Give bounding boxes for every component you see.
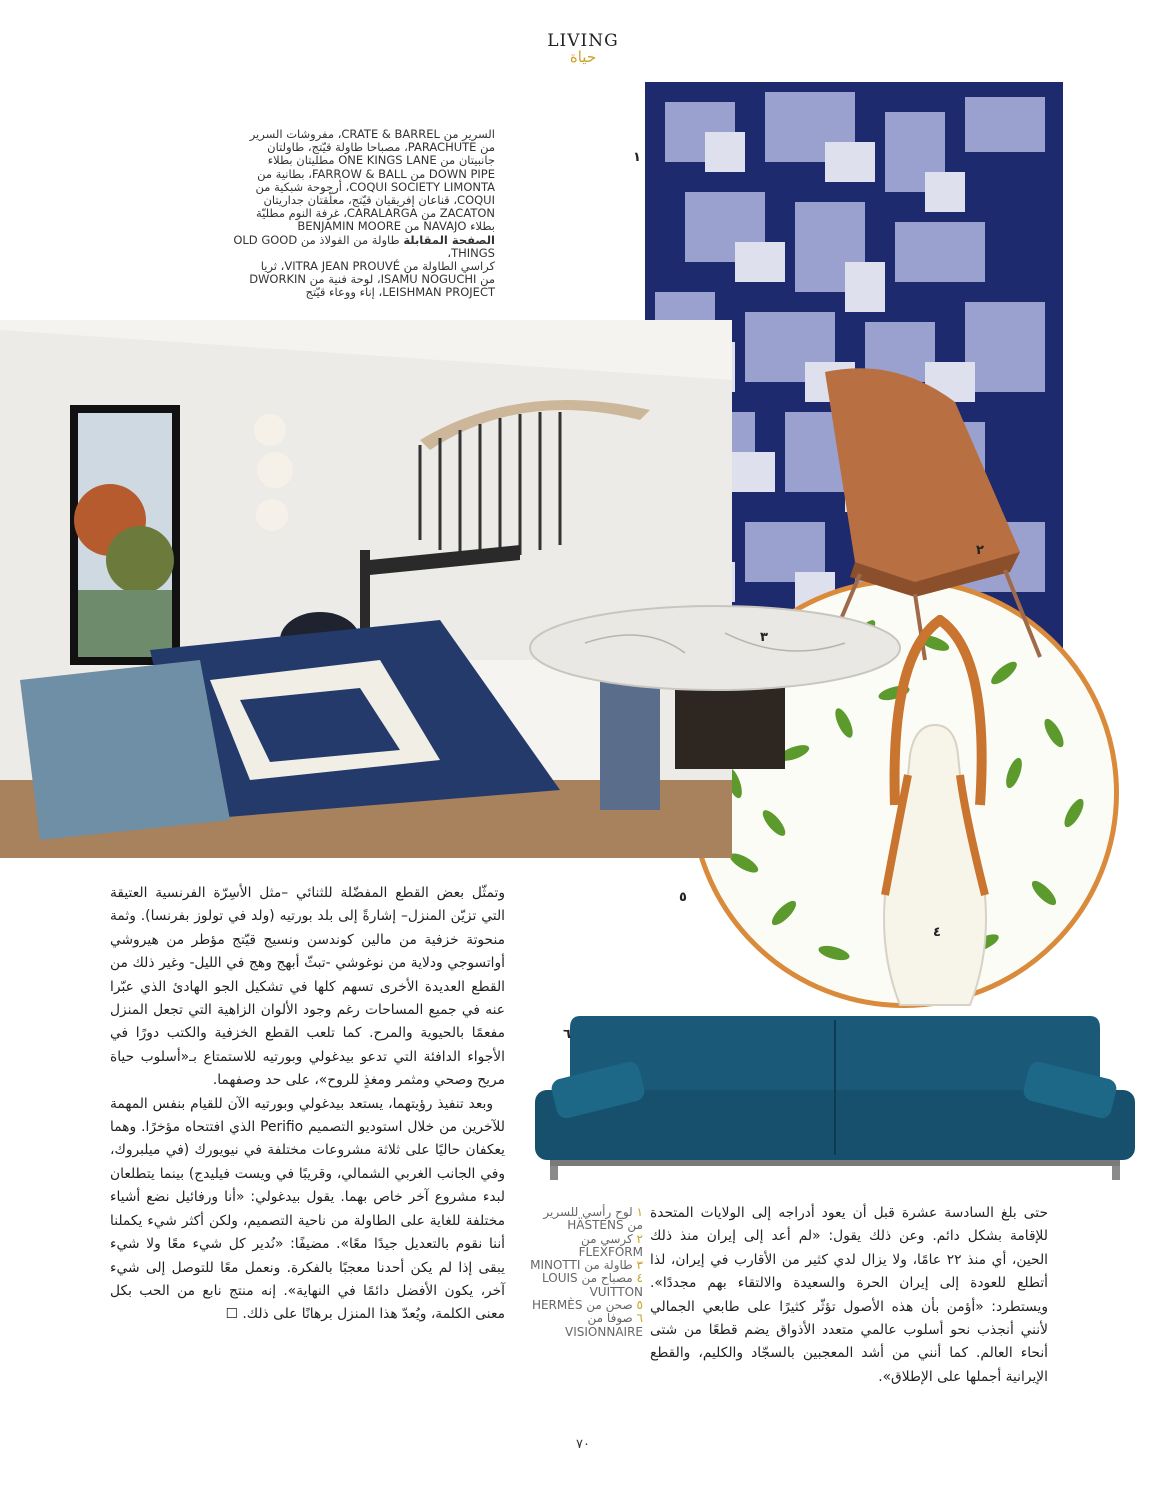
- product-number-2: ٢: [976, 543, 984, 558]
- legend-number: ٤: [636, 1271, 643, 1286]
- page-number: ٧٠: [576, 1437, 590, 1452]
- bedroom-illustration: [0, 320, 732, 858]
- credit-line: كراسي الطاولة من VITRA JEAN PROUVÉ، ثريا: [260, 259, 495, 274]
- product-number-4: ٤: [933, 925, 941, 940]
- legend-number: ١: [636, 1205, 643, 1219]
- product-number-5: ٥: [679, 890, 687, 905]
- credit-line: DOWN PIPE من FARROW & BALL، بطانية من: [257, 166, 495, 181]
- section-title-ar: حياة: [569, 48, 597, 66]
- legend-item: [525, 1312, 643, 1339]
- opposite-page-label: الصفحة المقابلة: [403, 232, 495, 247]
- lamp-image: [870, 615, 1000, 1015]
- legend-text: صحن من HERMÈS: [531, 1298, 633, 1313]
- credit-line: ZACATON من CARALARGA، غرفة النوم مطليّة: [255, 206, 495, 221]
- article-paragraph: وبعد تنفيذ رؤيتهما، يستعد بيدغولي وبورتيه الآن للقيام بنفس المهمة للآخرين من خلال استوديو التصميم Perifio الذي افتتحاه مؤخرًا. وهما يعكفان حاليًا على ثلاثة مشروعات مختلفة في نيويورك (في ميلبروك، وفي الجانب الغربي الشمالي، وقريبًا في ويست فيليدج) بينما يتطلعان لبدء مشروع آخر خاص بهما. يقول بيدغولي: «أنا ورفائيل نضع أشياء مختلفة للغاية على الطاولة من ناحية التصميم، ولكن أكثر شيء يكملنا أننا نقوم بالتعديل جيدًا معًا». مضيفًا: «نُدير كل شيء معًا ولا شيء يبقى إذا لم يكن أحدنا معجبًا بالفكرة. ونعمل معًا للتوصل إلى شيء آخر، يكون الأفضل دائمًا في النهاية». إنه منتج نابع من الحب بكل معنى الكلمة، ويُعدّ هذا المنزل برهانًا على ذلك. ☐: [110, 1095, 505, 1323]
- article-column-right: [650, 1202, 1048, 1389]
- credit-line: من PARACHUTE، مصباحا طاولة قيّتج، طاولتان: [267, 140, 495, 155]
- legend-item: [525, 1259, 643, 1272]
- article-paragraph: وتمثّل بعض القطع المفضّلة للثنائي –مثل الأسِرّة الفرنسية العتيقة التي تزيّن المنزل– إشارةً إلى بلد بورتيه (ولد في تولوز بفرنسا). وثمة منحوتة خزفية من مالين كوندسن ونسيج قيّتج مؤطر من هيروشي أواتسوجي ودلاية من نوغوشي -تبثّ أبهج وهج في الليل- وغير ذلك من القطع العديدة الأخرى تسهم كلها في تشكيل الجو الهادئ الذي عبّرا عنه في جميع المساحات رغم وجود الألوان الزاهية التي تجعل المنزل مفعمًا بالحيوية والمرح. كما تلعب القطع الخزفية والكتب دورًا في الأجواء الدافئة التي تدعو بيدغولي وبورتيه للاستمتاع بـ«أسلوب حياة مريح وصحي ومثمر ومغذٍ للروح»، على حد وصفهما.: [110, 885, 505, 1089]
- article-paragraph: حتى بلغ السادسة عشرة قبل أن يعود أدراجه إلى الولايات المتحدة للإقامة بشكل دائم. وعن ذلك يقول: «لم أعد إلى إيران منذ ذلك الحين، أي منذ ٢٢ عامًا، ولا يزال لدي كثير من الأقارب في إيران، لذا أتطلع للعودة إلى إيران الحرة والسعيدة والالتقاء بهم مجددًا». ويستطرد: «أؤمن بأن هذه الأصول تؤثّر كثيرًا على طابعي الجمالي لأنني أنجذب نحو أسلوب عالمي متعدد الأذواق يضم قطعًا من شتى أنحاء العالم. كما أنني من أشد المعجبين بالسجّاد والكليم، والقطع الإيرانية أجملها على الإطلاق».: [650, 1205, 1048, 1385]
- legend-number: ٦: [636, 1311, 643, 1326]
- product-number-1: ١: [633, 150, 641, 165]
- legend-item: [525, 1233, 643, 1260]
- credit-line: السرير من CRATE & BARREL، مفروشات السرير: [249, 127, 495, 141]
- table-image: [525, 603, 905, 773]
- legend-text: كرسي من FLEXFORM: [578, 1231, 643, 1259]
- section-title-en: LIVING: [547, 31, 619, 51]
- legend-number: ٢: [636, 1231, 643, 1246]
- article-column-left: [110, 882, 505, 1327]
- bedroom-photo: [0, 320, 732, 858]
- product-number-3: ٣: [760, 630, 768, 645]
- photo-credits: [190, 128, 495, 300]
- product-number-6: ٦: [563, 1027, 571, 1042]
- credit-line: بطلاء NAVAJO من BENJAMIN MOORE: [297, 219, 495, 234]
- legend-text: لوح رأسي للسرير من HÄSTENS: [543, 1205, 643, 1233]
- legend-item: [525, 1206, 643, 1233]
- legend-item: [525, 1299, 643, 1312]
- credit-line: جانبيتان من ONE KINGS LANE مطليتان بطلاء: [267, 153, 495, 168]
- credit-line: LEISHMAN PROJECT، إناء ووعاء قيّتج: [305, 285, 495, 300]
- credit-line: من ISAMU NOGUCHI، لوحة فنية من DWORKIN: [249, 272, 495, 287]
- legend-item: [525, 1272, 643, 1299]
- section-header: [0, 32, 1166, 66]
- product-legend: [525, 1206, 643, 1339]
- credit-line: COQUI SOCIETY LIMONTA، أرجوحة شبكية من: [255, 179, 495, 194]
- credit-line: COQUI، قناعان إفريقيان قيّتج، معلّقتان جداريتان: [263, 193, 495, 208]
- credit-line: طاولة من الفولاذ من OLD GOOD THINGS،: [233, 232, 495, 260]
- legend-text: صوفا من VISIONNAIRE: [565, 1311, 643, 1339]
- legend-number: ٥: [636, 1298, 643, 1313]
- legend-text: مصباح من LOUIS VUITTON: [542, 1271, 643, 1299]
- legend-number: ٣: [636, 1258, 643, 1273]
- sofa-image: [535, 1010, 1135, 1182]
- credit-line-bold: [190, 234, 495, 260]
- legend-text: طاولة من MINOTTI: [530, 1258, 633, 1273]
